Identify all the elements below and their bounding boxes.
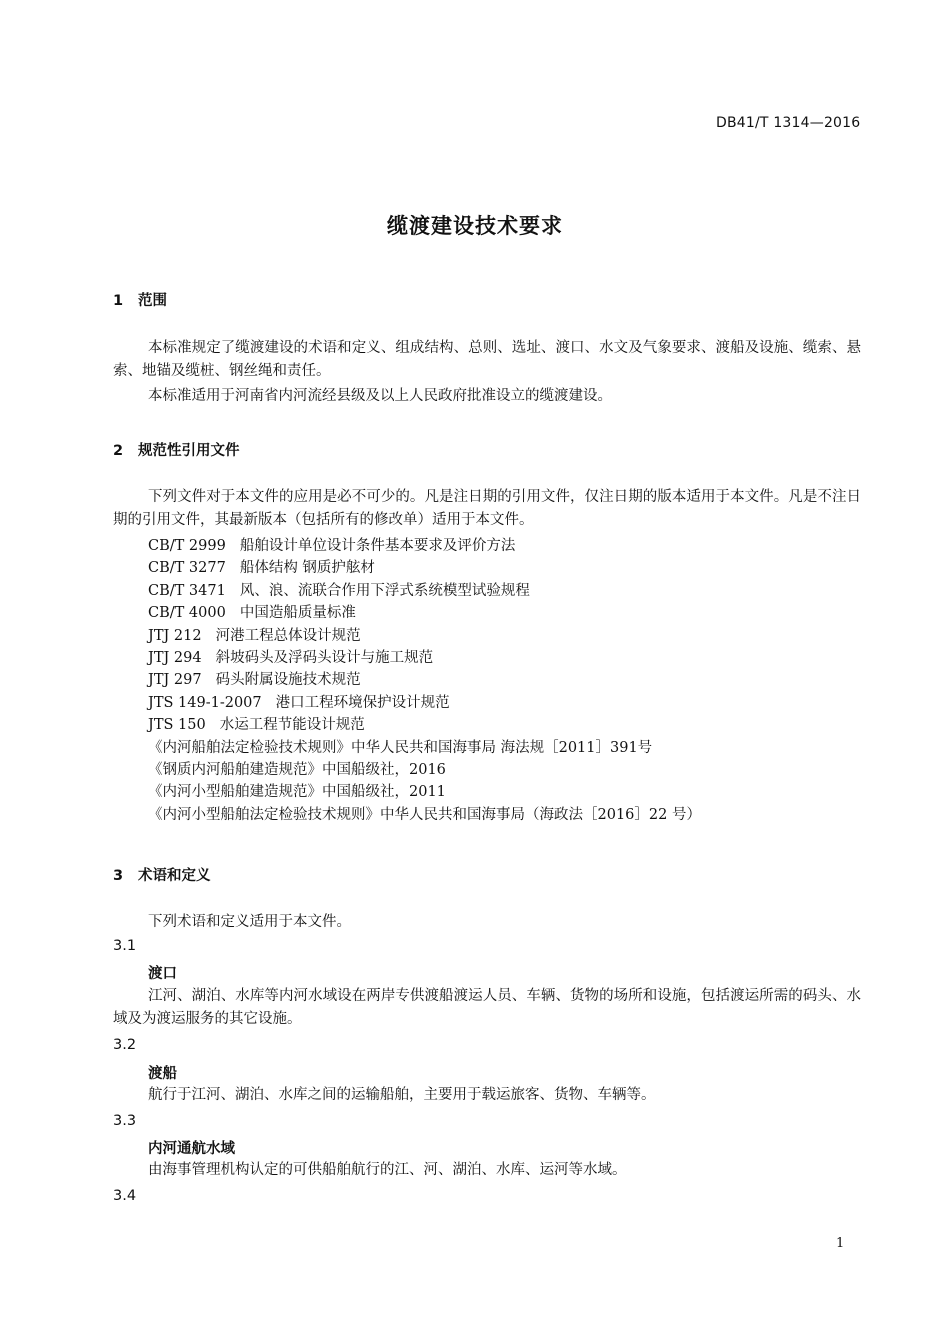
reference-title: 船舶设计单位设计条件基本要求及评价方法 xyxy=(239,538,516,554)
document-title: 缆渡建设技术要求 xyxy=(387,214,563,238)
reference-code: CB/T 3277 xyxy=(148,560,226,577)
reference-title: 水运工程节能设计规范 xyxy=(219,717,365,734)
reference-item xyxy=(148,557,701,579)
reference-code: JTS 150 xyxy=(148,717,206,734)
normative-reference-list xyxy=(148,535,701,826)
section-title: 规范性引用文件 xyxy=(138,443,240,459)
reference-item xyxy=(148,580,701,602)
page-number: 1 xyxy=(836,1236,845,1251)
reference-title: 《内河小型船舶建造规范》中国船级社，2011 xyxy=(148,784,446,801)
section-1-paragraph-2: 本标准适用于河南省内河流经县级及以上人民政府批准设立的缆渡建设。 xyxy=(148,388,612,404)
reference-item xyxy=(148,602,701,624)
term-definition: 江河、湖泊、水库等内河水域设在两岸专供渡船渡运人员、车辆、货物的场所和设施，包括渡运所需的码头、水域及为渡运服务的其它设施。 xyxy=(113,988,861,1027)
section-1-heading xyxy=(113,289,167,310)
reference-code: CB/T 3471 xyxy=(148,582,226,599)
reference-code: CB/T 2999 xyxy=(148,538,226,554)
term-name: 渡口 xyxy=(148,966,177,982)
reference-code: CB/T 4000 xyxy=(148,605,226,622)
reference-title: 《内河小型船舶法定检验技术规则》中华人民共和国海事局（海政法［2016］22 号） xyxy=(148,806,701,823)
reference-item xyxy=(148,804,701,826)
reference-code: JTJ 294 xyxy=(148,649,202,666)
reference-item xyxy=(148,625,701,647)
reference-item xyxy=(148,714,701,736)
section-number: 2 xyxy=(113,443,124,459)
section-1-paragraph-1: 本标准规定了缆渡建设的术语和定义、组成结构、总则、选址、渡口、水文及气象要求、渡船及设施、缆索、悬索、地锚及缆桩、钢丝绳和责任。 xyxy=(113,340,861,379)
term-name: 内河通航水域 xyxy=(148,1141,235,1157)
reference-code: JTJ 212 xyxy=(148,627,202,644)
reference-item xyxy=(148,759,701,781)
reference-title: 《钢质内河船舶建造规范》中国船级社，2016 xyxy=(148,761,446,778)
reference-item xyxy=(148,647,701,669)
section-3-paragraph: 下列术语和定义适用于本文件。 xyxy=(148,914,351,930)
reference-code: JTJ 297 xyxy=(148,672,202,689)
reference-item xyxy=(148,669,701,691)
reference-title: 河港工程总体设计规范 xyxy=(215,627,361,644)
section-3-heading xyxy=(113,864,211,885)
reference-item xyxy=(148,737,701,759)
term-number: 3.1 xyxy=(113,938,137,954)
section-title: 术语和定义 xyxy=(138,868,211,884)
term-definition: 由海事管理机构认定的可供船舶航行的江、河、湖泊、水库、运河等水域。 xyxy=(148,1162,627,1178)
standard-code: DB41/T 1314—2016 xyxy=(716,115,861,131)
term-number: 3.4 xyxy=(113,1188,137,1204)
reference-title: 中国造船质量标准 xyxy=(239,605,356,622)
reference-title: 码头附属设施技术规范 xyxy=(215,672,361,689)
reference-item xyxy=(148,781,701,803)
reference-item xyxy=(148,692,701,714)
reference-title: 《内河船舶法定检验技术规则》中华人民共和国海事局 海法规［2011］391号 xyxy=(148,739,653,756)
term-number: 3.2 xyxy=(113,1037,137,1053)
term-name: 渡船 xyxy=(148,1066,177,1082)
section-number: 3 xyxy=(113,868,124,884)
section-number: 1 xyxy=(113,293,124,309)
section-title: 范围 xyxy=(138,293,167,309)
reference-title: 风、浪、流联合作用下浮式系统模型试验规程 xyxy=(239,582,530,599)
section-2-paragraph: 下列文件对于本文件的应用是必不可少的。凡是注日期的引用文件，仅注日期的版本适用于本文件。凡是不注日期的引用文件，其最新版本（包括所有的修改单）适用于本文件。 xyxy=(113,489,861,528)
section-2-heading xyxy=(113,439,240,460)
reference-code: JTS 149-1-2007 xyxy=(148,694,262,711)
reference-title: 船体结构 钢质护舷材 xyxy=(239,560,375,577)
reference-item xyxy=(148,535,701,557)
reference-title: 港口工程环境保护设计规范 xyxy=(275,694,450,711)
term-definition: 航行于江河、湖泊、水库之间的运输船舶，主要用于载运旅客、货物、车辆等。 xyxy=(148,1087,656,1103)
reference-title: 斜坡码头及浮码头设计与施工规范 xyxy=(215,649,434,666)
term-number: 3.3 xyxy=(113,1113,137,1129)
